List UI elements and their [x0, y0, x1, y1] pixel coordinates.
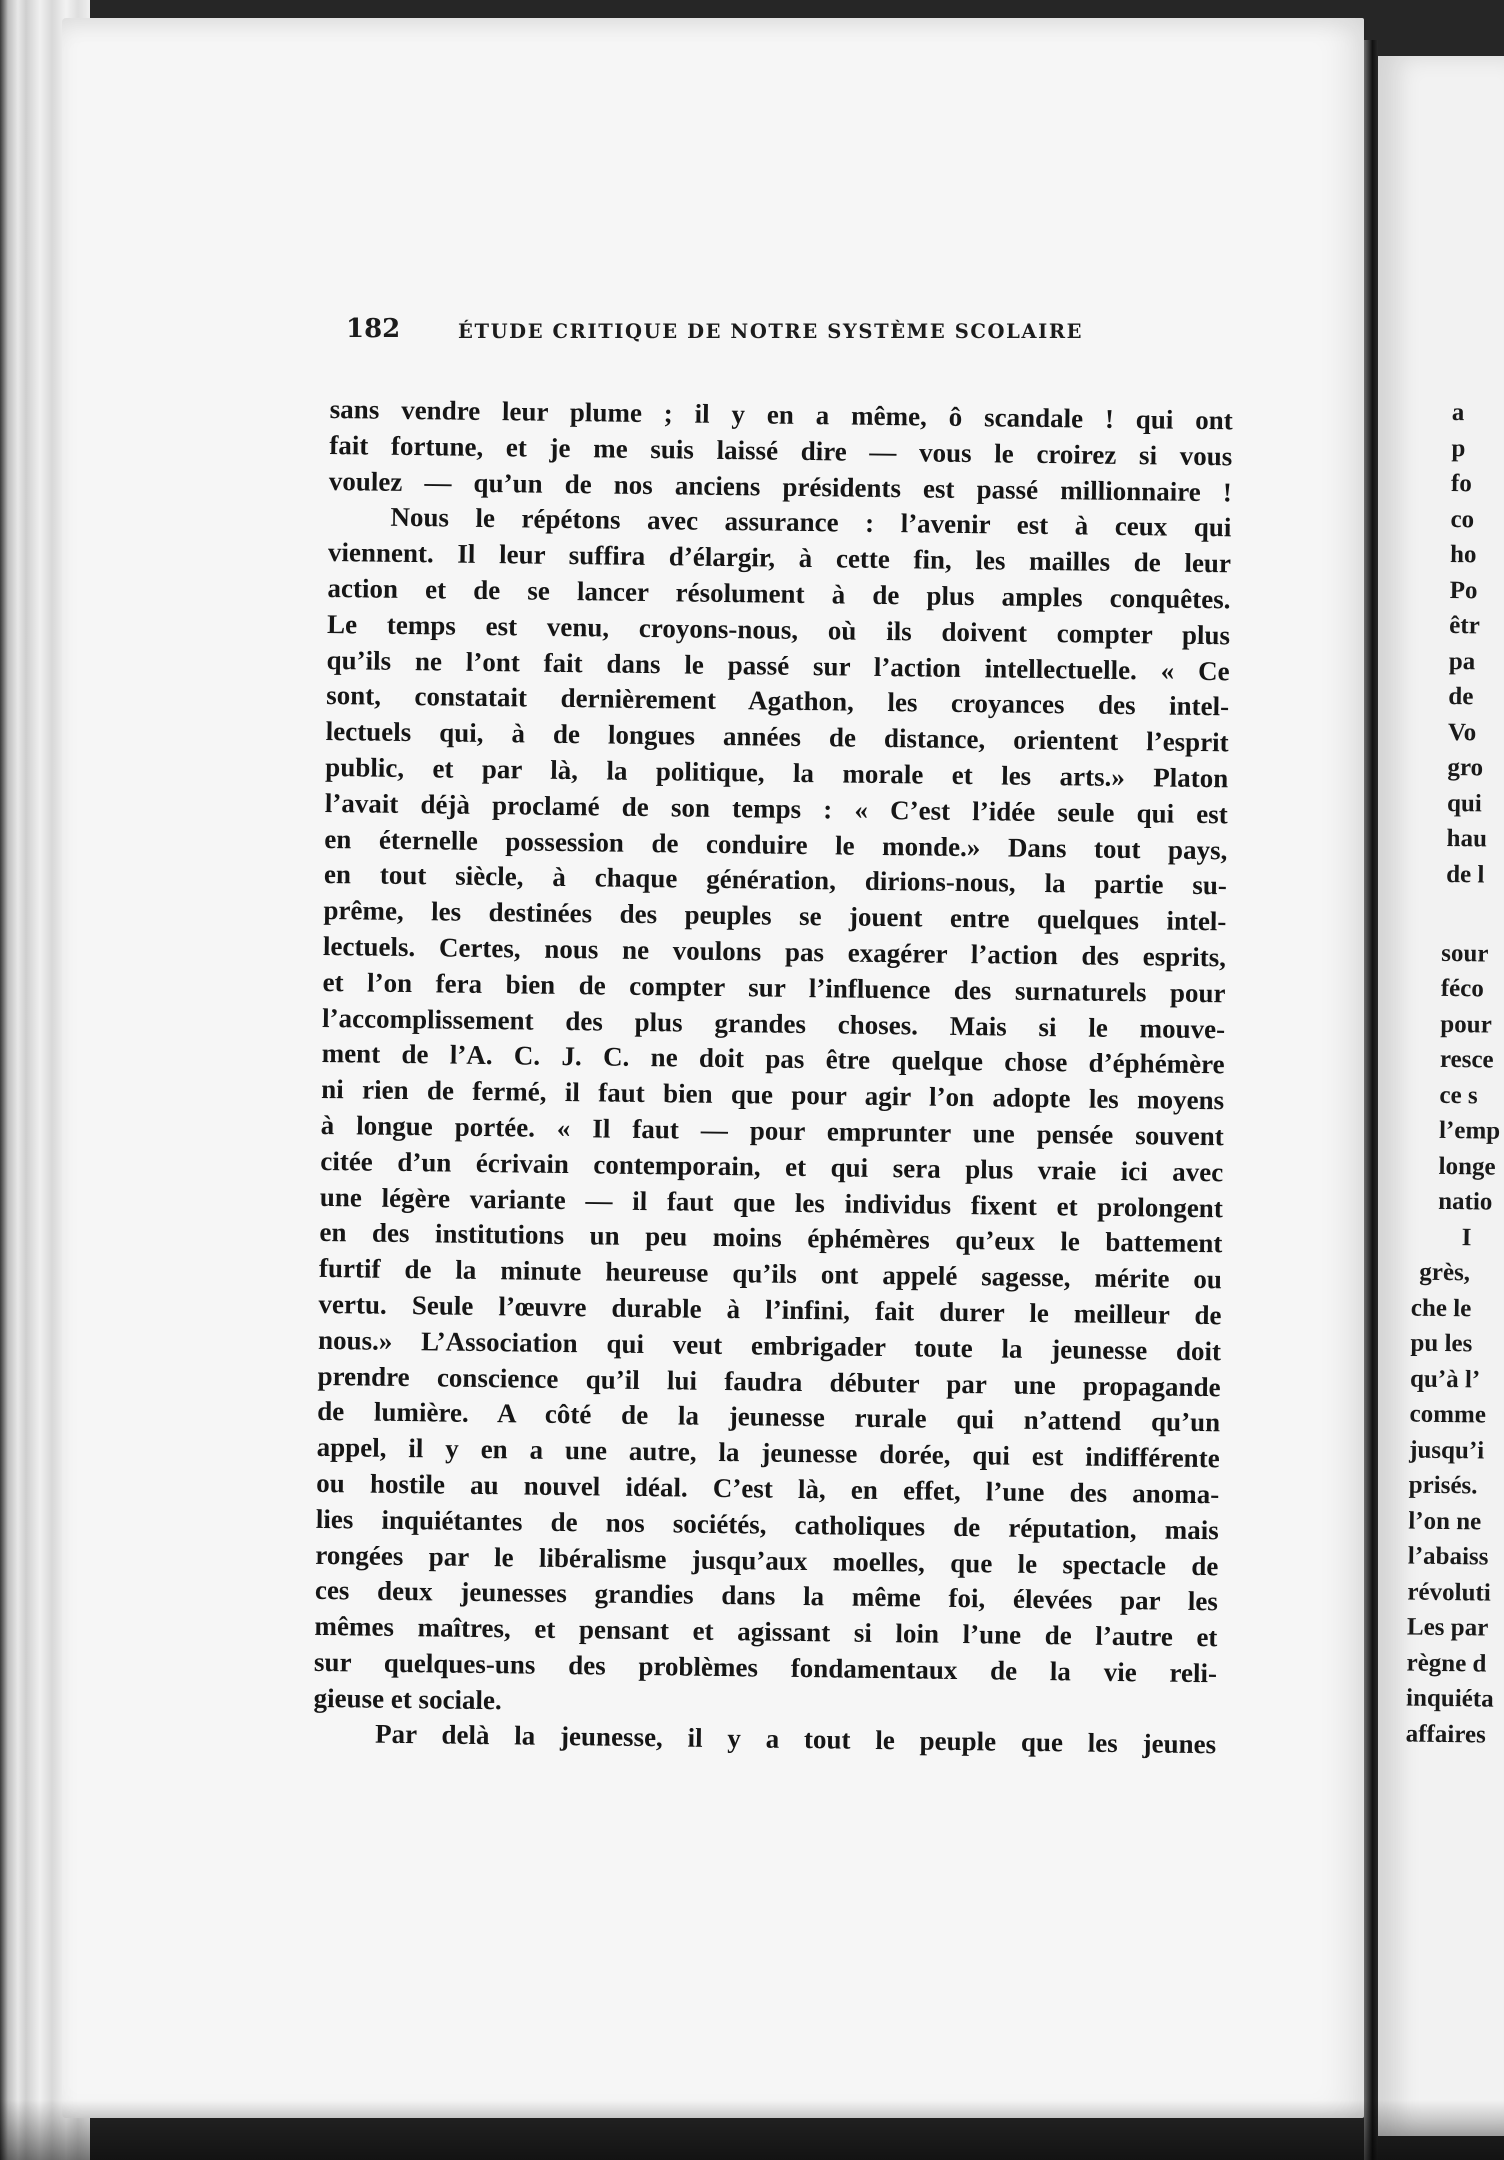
text-fragment: règne d	[1406, 1649, 1487, 1678]
page-header-title: ÉTUDE CRITIQUE DE NOTRE SYSTÈME SCOLAIRE	[458, 320, 1084, 343]
text-fragment: a	[1451, 399, 1465, 427]
text-fragment: comme	[1409, 1400, 1487, 1429]
text-line: de lumière. A côté de la jeunesse rurale qui n’attend qu’un	[317, 1396, 1221, 1438]
text-fragment: che le	[1410, 1294, 1472, 1322]
text-line: lies inquiétantes de nos sociétés, catholiques de réputation, mais	[315, 1503, 1219, 1545]
text-line: fait fortune, et je me suis laissé dire — vous le croirez si vous	[329, 429, 1233, 472]
text-fragment: fo	[1450, 469, 1472, 498]
text-line: nous.» L’Association qui veut embrigader toute la jeunesse doit	[317, 1324, 1222, 1366]
text-fragment: jusqu’i	[1409, 1436, 1485, 1464]
text-line: mêmes maîtres, et pensant et agissant si loin l’une de l’autre et	[314, 1610, 1218, 1653]
text-line: viennent. Il leur suffira d’élargir, à cette fin, les mailles de leur	[327, 537, 1232, 579]
text-fragment: pa	[1448, 647, 1476, 675]
text-line: sans vendre leur plume ; il y en a même, ô scandale ! qui ont	[329, 393, 1233, 436]
text-fragment: l’abaiss	[1407, 1542, 1489, 1571]
text-fragment: l’on ne	[1408, 1507, 1482, 1535]
text-fragment: affaires	[1405, 1720, 1486, 1749]
text-fragment: qu’à l’	[1409, 1365, 1481, 1393]
text-fragment: féco	[1440, 974, 1485, 1003]
text-line: Le temps est venu, croyons-nous, où ils doivent compter plus	[326, 608, 1231, 651]
text-line: en des institutions un peu moins éphémères qu’eux le battement	[319, 1217, 1223, 1259]
text-line: en éternelle possession de conduire le monde.» Dans tout pays,	[324, 823, 1228, 865]
text-fragment: inquiéta	[1405, 1684, 1494, 1713]
text-line: l’avait déjà proclamé de son temps : « C’est l’idée seule qui est	[324, 787, 1228, 830]
text-line: ces deux jeunesses grandies dans la même foi, élevées par les	[314, 1575, 1219, 1617]
text-fragment: Vo	[1447, 718, 1477, 746]
text-line: vertu. Seule l’œuvre durable à l’infini, fait durer le meilleur de	[318, 1288, 1222, 1331]
text-line: qu’ils ne l’ont fait dans le passé sur l’action intellectuelle. « Ce	[326, 644, 1230, 686]
text-fragment: natio	[1438, 1187, 1493, 1216]
text-line: ment de l’A. C. J. C. ne doit pas être quelque chose d’éphémère	[321, 1038, 1225, 1080]
text-fragment: Po	[1449, 576, 1478, 604]
text-line: citée d’un écrivain contemporain, et qui sera plus vraie ici avec	[320, 1145, 1224, 1188]
text-fragment: pu les	[1410, 1329, 1473, 1358]
text-fragment: co	[1450, 505, 1475, 533]
body-text	[313, 392, 1233, 1764]
text-fragment: l’emp	[1438, 1116, 1501, 1145]
text-fragment: longe	[1438, 1152, 1496, 1181]
text-line: lectuels. Certes, nous ne voulons pas exagérer l’action des esprits,	[322, 930, 1227, 973]
text-fragment: Les par	[1406, 1613, 1489, 1642]
text-line: l’accomplissement des plus grandes choses. Mais si le mouve-	[321, 1002, 1226, 1044]
text-line: appel, il y en a une autre, la jeunesse dorée, qui est indifférente	[316, 1432, 1220, 1474]
text-line: ni rien de fermé, il faut bien que pour agir l’on adopte les moyens	[321, 1074, 1225, 1116]
text-line: action et de se lancer résolument à de plus amples conquêtes.	[327, 572, 1231, 615]
text-fragment: hau	[1446, 824, 1488, 853]
text-line: public, et par là, la politique, la morale et les arts.» Platon	[325, 751, 1229, 794]
text-fragment: pour	[1440, 1010, 1492, 1039]
text-line: Nous le répétons avec assurance : l’avenir est à ceux qui	[390, 502, 1232, 543]
text-line: et l’on fera bien de compter sur l’influence des surnaturels pour	[322, 966, 1226, 1009]
text-line: à longue portée. « Il faut — pour emprunter une pensée souvent	[320, 1109, 1224, 1152]
text-line: en tout siècle, à chaque génération, dirions-nous, la partie su-	[323, 859, 1228, 901]
text-line: une légère variante — il faut que les individus fixent et prolongent	[319, 1181, 1224, 1223]
text-fragment: ce s	[1439, 1081, 1478, 1109]
text-fragment: p	[1451, 434, 1466, 462]
text-fragment: sour	[1441, 939, 1489, 967]
text-line: furtif de la minute heureuse qu’ils ont appelé sagesse, mérite ou	[318, 1253, 1223, 1295]
text-line: gieuse et sociale.	[313, 1682, 502, 1715]
text-fragment: gro	[1447, 753, 1484, 782]
text-fragment: êtr	[1449, 611, 1480, 640]
text-fragment: révoluti	[1407, 1578, 1491, 1607]
text-fragment: de l	[1446, 860, 1485, 888]
text-fragment: grès,	[1419, 1258, 1471, 1287]
text-line: prendre conscience qu’il lui faudra débuter par une propagande	[317, 1360, 1221, 1402]
text-line: ou hostile au nouvel idéal. C’est là, en effet, l’une des anoma-	[316, 1467, 1220, 1510]
text-line: lectuels qui, à de longues années de distance, orientent l’esprit	[325, 716, 1229, 758]
text-fragment: ho	[1449, 540, 1477, 569]
text-line: sur quelques-uns des problèmes fondamentaux de la vie reli-	[313, 1646, 1218, 1689]
text-fragment: prisés.	[1408, 1471, 1478, 1500]
text-line: rongées par le libéralisme jusqu’aux moelles, que le spectacle de	[315, 1539, 1219, 1581]
text-line: Par delà la jeunesse, il y a tout le peuple que les jeunes	[374, 1719, 1217, 1760]
text-fragment: de	[1448, 682, 1474, 711]
bottom-shadow	[0, 2100, 1504, 2160]
text-fragment: I	[1461, 1223, 1472, 1251]
text-line: voulez — qu’un de nos anciens présidents est passé millionnaire !	[328, 465, 1233, 507]
page-number: 182	[346, 314, 401, 344]
text-line: sont, constatait dernièrement Agathon, les croyances des intel-	[325, 680, 1230, 722]
text-fragment: qui	[1446, 789, 1483, 817]
text-line: prême, les destinées des peuples se jouent entre quelques intel-	[323, 895, 1227, 937]
book-gutter	[1364, 40, 1378, 2160]
text-fragment: resce	[1439, 1045, 1494, 1074]
